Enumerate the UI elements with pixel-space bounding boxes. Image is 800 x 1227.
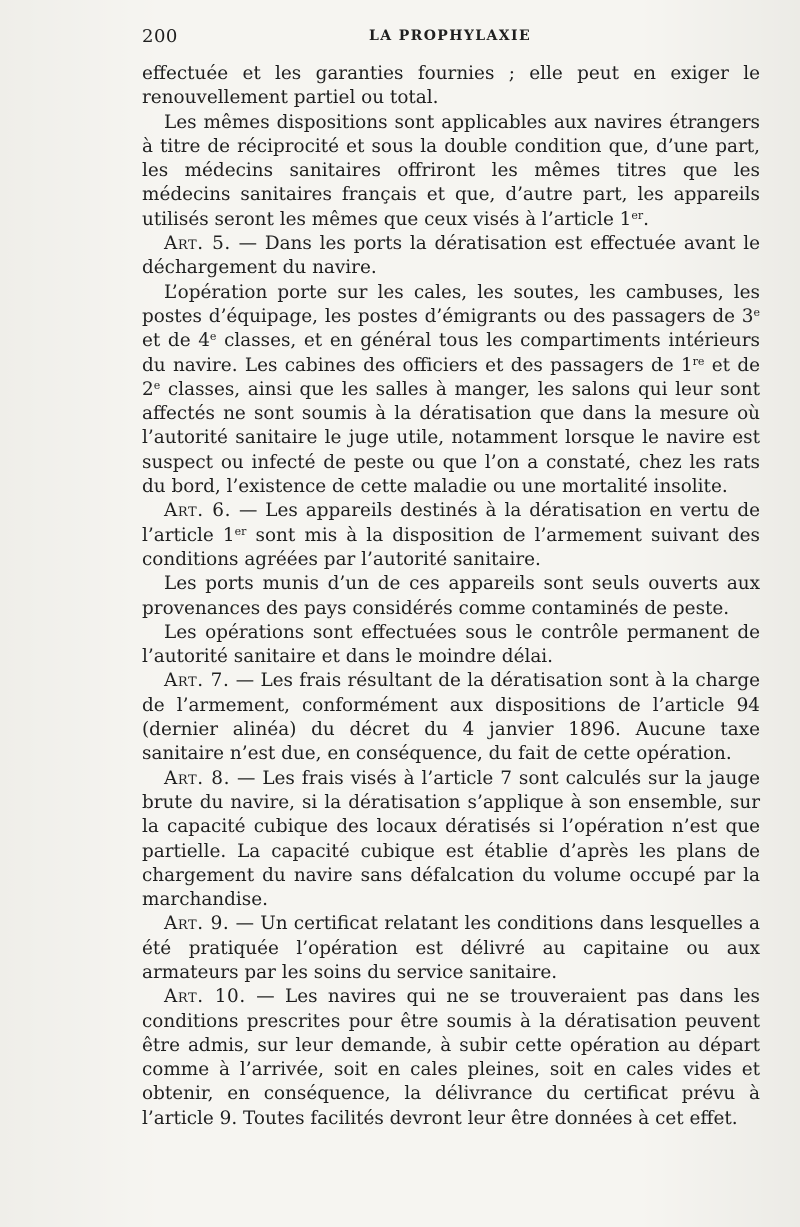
article-paragraph [142, 985, 760, 1131]
article-label: Art. 5. [164, 233, 231, 255]
article-label: Art. 8. [164, 767, 231, 789]
paragraph-text: — Les frais visés à l’article 7 sont calculés sur la jauge brute du navire, si la dératisation s’applique à son ensemble, sur la capacité cubique des locaux dératisés si l’opération n’est que partielle. La capacité cubique est établie d’après les plans de chargement du navire sans défalcation du volume occupé par la marchandise. [142, 767, 760, 911]
paragraph-text: classes, et en général tous les compartiments intérieurs du navire. Les cabines des officiers et des passagers de 1 [142, 330, 760, 376]
article-paragraph [142, 232, 760, 281]
ordinal-superscript: er [234, 524, 247, 538]
paragraph-text: — Les navires qui ne se trouveraient pas dans les conditions prescrites pour être soumis à la dératisation peuvent être admis, sur leur demande, à subir cette opération au départ comme à l’arrivée, soit en cales pleines, soit en cales vides et obtenir, en conséquence, la délivrance du certificat prévu à l’article 9. Toutes facilités devront leur être données à cet effet. [142, 986, 760, 1129]
paragraph-text: Les opérations sont effectuées sous le contrôle permanent de l’autorité sanitaire et dans le moindre délai. [142, 621, 760, 668]
paragraph-text: L’opération porte sur les cales, les soutes, les cambuses, les postes d’équipage, les postes d’émigrants ou des passagers de 3 [142, 281, 760, 327]
paragraph-text: Les ports munis d’un de ces appareils sont seuls ouverts aux provenances des pays considérés comme contaminés de peste. [142, 573, 760, 619]
body-text [142, 62, 760, 1131]
paragraph-text: — Les appareils destinés à la dératisation en vertu de l’article 1 [142, 500, 760, 546]
paragraph [142, 621, 760, 670]
article-label: Art. 10. [164, 986, 246, 1008]
ordinal-superscript: e [209, 330, 217, 344]
article-label: Art. 6. [164, 500, 232, 522]
article-label: Art. 9. [164, 913, 230, 935]
paragraph-text: et de 2 [142, 354, 760, 400]
paragraph-text: — Un certificat relatant les conditions dans lesquelles a été pratiquée l’opération est délivré au capitaine ou aux armateurs par les soins du service sanitaire. [142, 913, 760, 983]
paragraph-text: Les mêmes dispositions sont applicables aux navires étrangers à titre de réciprocité et sous la double condition que, d’une part, les médecins sanitaires offriront les mêmes titres que les médecins sanitaires français et que, d’autre part, les appareils utilisés seront les mêmes que ceux visés à l’article 1 [142, 111, 760, 230]
paragraph-text: sont mis à la disposition de l’armement suivant des conditions agréées par l’autorité sanitaire. [142, 524, 760, 570]
ordinal-superscript: er [631, 208, 644, 222]
article-paragraph [142, 669, 760, 766]
ordinal-superscript: re [692, 354, 705, 368]
paragraph [142, 62, 760, 111]
page-number: 200 [142, 26, 178, 47]
paragraph-text: et de 4 [142, 330, 210, 352]
paragraph-text: — Dans les ports la dératisation est effectuée avant le déchargement du navire. [142, 233, 761, 279]
article-label: Art. 7. [164, 670, 230, 692]
paragraph-text: classes, ainsi que les salles à manger, les salons qui leur sont affectés ne sont soumis à la dératisation que dans la mesure où l’autorité sanitaire le juge utile, notamment lorsque le navire est suspect ou infecté de peste ou que l’on a constaté, chez les rats du bord, l’existence de cette maladie ou une mortalité insolite. [142, 378, 760, 498]
article-paragraph [142, 499, 760, 572]
running-head [142, 26, 758, 50]
paragraph-text: effectuée et les garanties fournies ; elle peut en exiger le renouvellement partiel ou total. [142, 63, 760, 109]
article-paragraph [142, 767, 760, 913]
ordinal-superscript: e [153, 378, 161, 392]
paragraph-text: — Les frais résultant de la dératisation sont à la charge de l’armement, conformément aux dispositions de l’article 94 (dernier alinéa) du décret du 4 janvier 1896. Aucune taxe sanitaire n’est due, en conséquence, du fait de cette opération. [142, 670, 760, 765]
paragraph-text: . [643, 208, 650, 230]
paragraph [142, 111, 760, 232]
paragraph [142, 281, 760, 500]
ordinal-superscript: e [753, 305, 760, 319]
running-title: LA PROPHYLAXIE [368, 28, 532, 44]
paragraph [142, 572, 760, 621]
article-paragraph [142, 912, 760, 985]
